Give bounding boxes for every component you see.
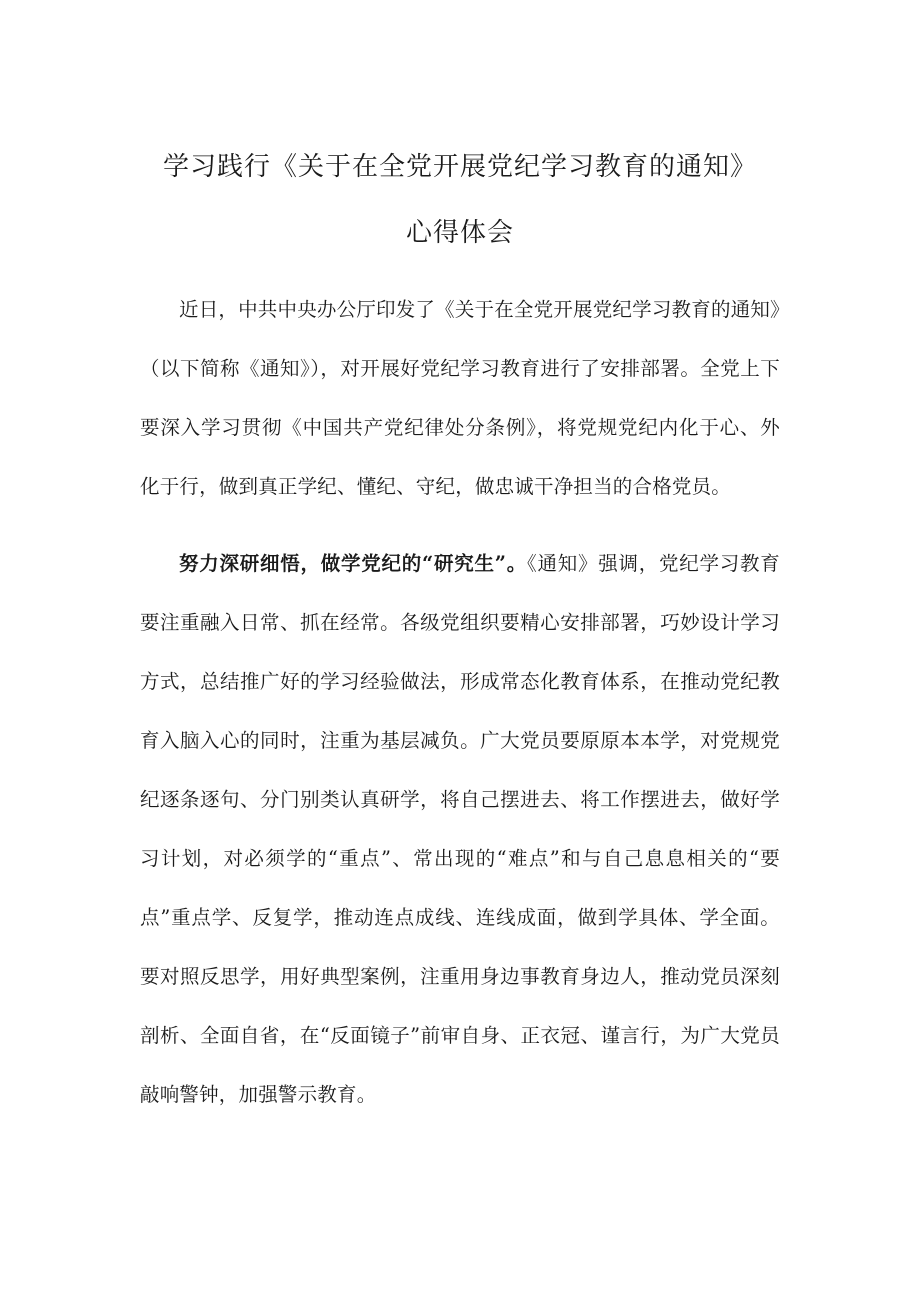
paragraph-lead-heading: 努力深研细悟，做学党纪的“研究生”。 [179, 552, 527, 575]
document-title-line1: 学习践行《关于在全党开展党纪学习教育的通知》 [162, 152, 757, 182]
paragraph-body: 《通知》强调，党纪学习教育要注重融入日常、抓在经常。各级党组织要精心安排部署，巧妙设计学习方式，总结推广好的学习经验做法，形成常态化教育体系，在推动党纪教育入脑入心的同时，注重为基层减负。广大党员要原原本本学，对党规党纪逐条逐句、分门别类认真研学，将自己摆进去、将工作摆进去，做好学习计划，对必须学的“重点”、常出现的“难点”和与自己息息相关的“要点”重点学、反复学，推动连点成线、连线成面，做到学具体、学全面。要对照反思学，用好典型案例，注重用身边事教育身边人，推动党员深刻剖析、全面自省，在“反面镜子”前审自身、正衣冠、谨言行，为广大党员敲响警钟，加强警示教育。 [140, 552, 780, 1106]
paragraph-intro: 近日，中共中央办公厅印发了《关于在全党开展党纪学习教育的通知》（以下简称《通知》），对开展好党纪学习教育进行了安排部署。全党上下要深入学习贯彻《中国共产党纪律处分条例》，将党规党纪内化于心、外化于行，做到真正学纪、懂纪、守纪，做忠诚干净担当的合格党员。 [140, 298, 780, 498]
paragraph-study [140, 534, 780, 1124]
document-title-line2: 心得体会 [405, 218, 514, 248]
